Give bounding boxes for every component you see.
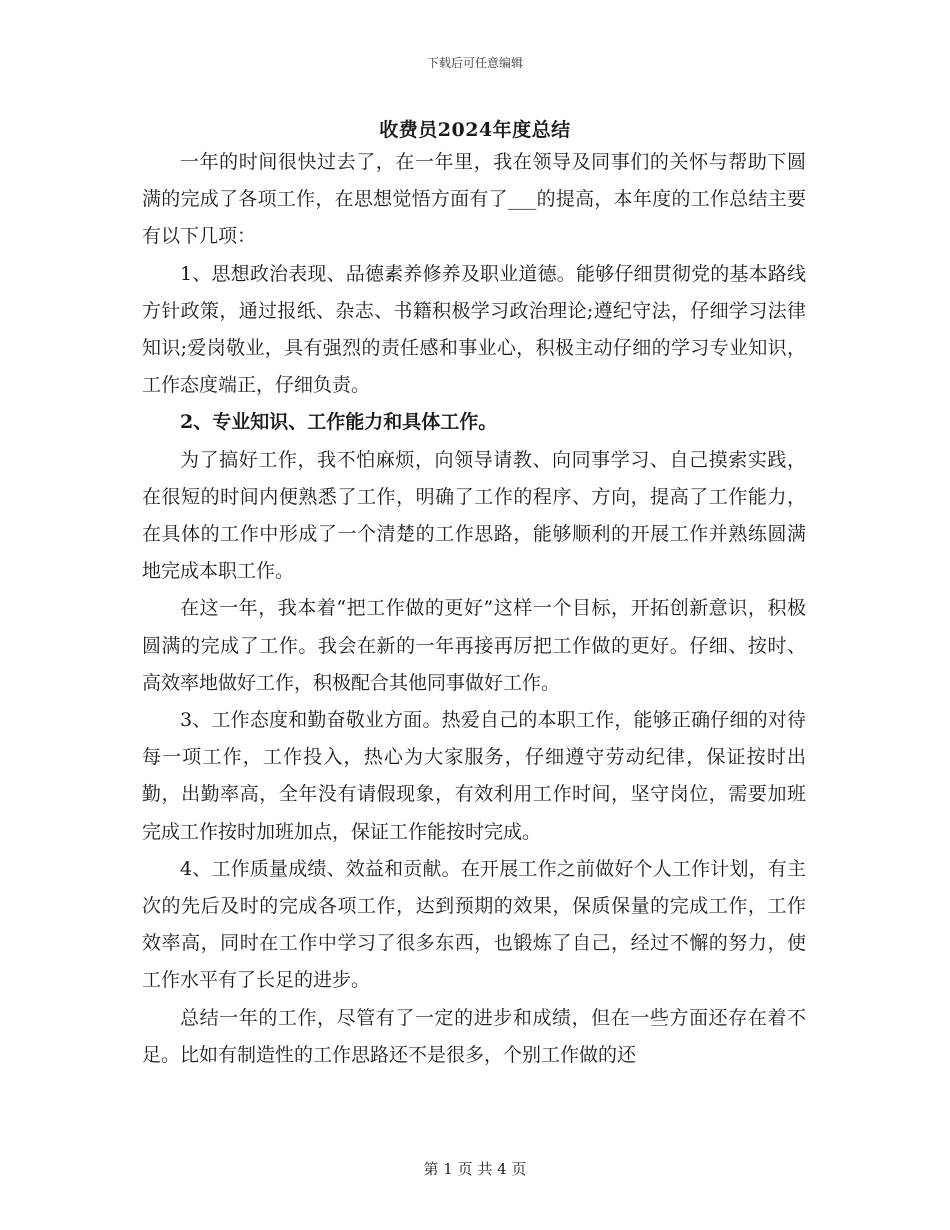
- section-heading-2: 2、专业知识、工作能力和具体工作。: [180, 411, 498, 434]
- page-footer: 第 1 页 共 4 页: [423, 1160, 527, 1178]
- paragraph-section-3: 3、工作态度和勤奋敬业方面。热爱自己的本职工作，能够正确仔细的对待每一项工作，工作投入，热心为大家服务，仔细遵守劳动纪律，保证按时出勤，出勤率高，全年没有请假现象，有效利用工作时间，坚守岗位，需要加班完成工作按时加班加点，保证工作能按时完成。: [142, 709, 806, 843]
- header-note: 下载后可任意编辑: [426, 56, 523, 70]
- document-title: 收费员2024年度总结: [379, 119, 571, 141]
- paragraph-section-2-a: 为了搞好工作，我不怕麻烦，向领导请教、向同事学习、自己摸索实践，在很短的时间内便熟悉了工作，明确了工作的程序、方向，提高了工作能力，在具体的工作中形成了一个清楚的工作思路，能够顺利的开展工作并熟练圆满地完成本职工作。: [142, 448, 806, 583]
- paragraph-section-2-b: 在这一年，我本着“把工作做的更好”这样一个目标，开拓创新意识，积极圆满的完成了工作。我会在新的一年再接再厉把工作做的更好。仔细、按时、高效率地做好工作，积极配合其他同事做好工作。: [142, 597, 806, 694]
- paragraph-intro: 一年的时间很快过去了，在一年里，我在领导及同事们的关怀与帮助下圆满的完成了各项工作，在思想觉悟方面有了___的提高，本年度的工作总结主要有以下几项：: [142, 151, 806, 248]
- paragraph-section-1: 1、思想政治表现、品德素养修养及职业道德。能够仔细贯彻党的基本路线方针政策，通过报纸、杂志、书籍积极学习政治理论;遵纪守法，仔细学习法律知识;爱岗敬业，具有强烈的责任感和事业心，积极主动仔细的学习专业知识，工作态度端正，仔细负责。: [142, 262, 806, 397]
- paragraph-summary: 总结一年的工作，尽管有了一定的进步和成绩，但在一些方面还存在着不足。比如有制造性的工作思路还不是很多，个别工作做的还: [142, 1006, 806, 1066]
- document-body: [142, 144, 806, 1074]
- paragraph-section-4: 4、工作质量成绩、效益和贡献。在开展工作之前做好个人工作计划，有主次的先后及时的完成各项工作，达到预期的效果，保质保量的完成工作，工作效率高，同时在工作中学习了很多东西，也锻炼了自己，经过不懈的努力，使工作水平有了长足的进步。: [142, 857, 806, 992]
